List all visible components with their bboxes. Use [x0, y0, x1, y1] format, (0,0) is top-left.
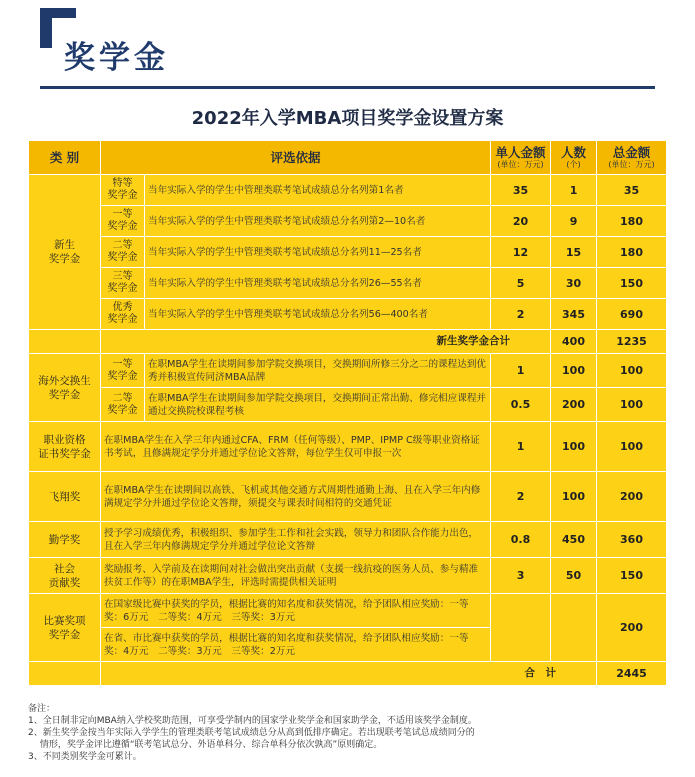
grand-total-label: 合 计 — [101, 662, 597, 686]
table-title: 2022年入学MBA项目奖学金设置方案 — [191, 108, 504, 129]
total-cell: 200 — [597, 472, 667, 522]
table-row — [29, 594, 667, 628]
table-row — [29, 472, 667, 522]
basis-cell: 当年实际入学的学生中管理类联考笔试成绩总分名列11—25名者 — [145, 237, 491, 268]
subtotal-total: 1235 — [597, 330, 667, 354]
freshman-subtotal-row — [29, 330, 667, 354]
total-cell: 35 — [597, 175, 667, 206]
heading-rule — [40, 86, 655, 89]
basis-cell: 在职MBA学生在读期间参加学院交换项目，交换期间所修三分之二的课程达到优秀并积极宣传同济MBA品牌 — [145, 354, 491, 388]
count-cell: 450 — [551, 522, 597, 558]
total-cell: 100 — [597, 388, 667, 422]
subtotal-count: 400 — [551, 330, 597, 354]
basis-cell: 当年实际入学的学生中管理类联考笔试成绩总分名列26—55名者 — [145, 268, 491, 299]
group-flight: 飞翔奖 — [29, 472, 101, 522]
basis-cell: 在国家级比赛中获奖的学员，根据比赛的知名度和获奖情况，给予团队相应奖励：一等奖：6万元 二等奖：4万元 三等奖：3万元 — [101, 594, 491, 628]
amount-cell: 1 — [491, 354, 551, 388]
basis-cell: 授予学习成绩优秀，积极组织、参加学生工作和社会实践，领导力和团队合作能力出色，且在入学三年内修满规定学分并通过学位论文答辩 — [101, 522, 491, 558]
table-row — [29, 299, 667, 330]
total-cell: 690 — [597, 299, 667, 330]
basis-cell: 在职MBA学生在入学三年内通过CFA、FRM（任何等级）、PMP、IPMP C级等职业资格证书考试，且修满规定学分并通过学位论文答辩，每位学生仅可申报一次 — [101, 422, 491, 472]
group-diligence: 勤学奖 — [29, 522, 101, 558]
contest-total: 200 — [597, 594, 667, 662]
table-row — [29, 522, 667, 558]
amount-cell: 12 — [491, 237, 551, 268]
count-cell: 1 — [551, 175, 597, 206]
table-row — [29, 268, 667, 299]
grand-total-row — [29, 662, 667, 686]
sub-category: 优秀 奖学金 — [101, 299, 145, 330]
amount-cell: 3 — [491, 558, 551, 594]
count-cell: 345 — [551, 299, 597, 330]
basis-cell: 当年实际入学的学生中管理类联考笔试成绩总分名列第1名者 — [145, 175, 491, 206]
total-cell: 150 — [597, 558, 667, 594]
basis-cell: 当年实际入学的学生中管理类联考笔试成绩总分名列56—400名者 — [145, 299, 491, 330]
page-heading: 奖学金 — [64, 40, 169, 76]
amount-cell: 35 — [491, 175, 551, 206]
table-row — [29, 354, 667, 388]
scholarship-table — [28, 140, 667, 686]
header-basis: 评选依据 — [101, 141, 491, 175]
table-row — [29, 237, 667, 268]
amount-cell: 20 — [491, 206, 551, 237]
table-row — [29, 558, 667, 594]
header-amount: 单人金额 (单位：万元) — [491, 141, 551, 175]
notes — [28, 703, 678, 763]
subtotal-label: 新生奖学金合计 — [101, 330, 551, 354]
header-row — [29, 141, 667, 175]
corner-mark-top — [40, 8, 76, 18]
count-cell: 15 — [551, 237, 597, 268]
table-row — [29, 206, 667, 237]
total-cell: 360 — [597, 522, 667, 558]
sub-category: 二等 奖学金 — [101, 388, 145, 422]
count-cell: 50 — [551, 558, 597, 594]
sub-category: 三等 奖学金 — [101, 268, 145, 299]
table-row — [29, 388, 667, 422]
note-line: 3、不同类别奖学金可累计。 — [28, 752, 142, 762]
amount-cell: 2 — [491, 299, 551, 330]
count-cell: 9 — [551, 206, 597, 237]
group-social: 社会 贡献奖 — [29, 558, 101, 594]
header-category: 类 别 — [29, 141, 101, 175]
table-row — [29, 175, 667, 206]
total-cell: 150 — [597, 268, 667, 299]
header-total: 总金额 (单位：万元) — [597, 141, 667, 175]
grand-total-value: 2445 — [597, 662, 667, 686]
total-cell: 100 — [597, 354, 667, 388]
count-cell: 30 — [551, 268, 597, 299]
basis-cell: 在职MBA学生在读期间参加学院交换项目，交换期间正常出勤、修完相应课程并通过交换院校课程考核 — [145, 388, 491, 422]
amount-cell: 2 — [491, 472, 551, 522]
group-exchange: 海外交换生 奖学金 — [29, 354, 101, 422]
amount-cell: 1 — [491, 422, 551, 472]
amount-cell: 0.5 — [491, 388, 551, 422]
note-line: 情形，奖学金评比遵循“联考笔试总分、外语单科分、综合单科分依次孰高”原则确定。 — [28, 740, 383, 750]
sub-category: 一等 奖学金 — [101, 206, 145, 237]
amount-cell: 0.8 — [491, 522, 551, 558]
basis-cell: 在职MBA学生在读期间以高铁、飞机或其他交通方式周期性通勤上海、且在入学三年内修满规定学分并通过学位论文答辩，须提交与课表时间相符的交通凭证 — [101, 472, 491, 522]
group-contest: 比赛奖项 奖学金 — [29, 594, 101, 662]
total-cell: 180 — [597, 237, 667, 268]
group-cert: 职业资格 证书奖学金 — [29, 422, 101, 472]
basis-cell: 奖励报考、入学前及在读期间对社会做出突出贡献（支援一线抗疫的医务人员、参与精准扶贫工作等）的在职MBA学生，评选时需提供相关证明 — [101, 558, 491, 594]
sub-category: 一等 奖学金 — [101, 354, 145, 388]
sub-category: 二等 奖学金 — [101, 237, 145, 268]
note-line: 2、新生奖学金按当年实际入学学生的管理类联考笔试成绩总分从高到低排序确定。若出现联考笔试总成绩同分的 — [28, 728, 475, 738]
count-cell: 100 — [551, 422, 597, 472]
total-cell: 180 — [597, 206, 667, 237]
total-cell: 100 — [597, 422, 667, 472]
count-cell: 100 — [551, 472, 597, 522]
note-line: 1、全日制非定向MBA纳入学校奖助范围，可享受学制内的国家学业奖学金和国家助学金，不适用该奖学金制度。 — [28, 716, 477, 726]
sub-category: 特等 奖学金 — [101, 175, 145, 206]
amount-cell: 5 — [491, 268, 551, 299]
basis-cell: 在省、市比赛中获奖的学员，根据比赛的知名度和获奖情况，给予团队相应奖励：一等奖：4万元 二等奖：3万元 三等奖：2万元 — [101, 628, 491, 662]
note-line: 备注： — [28, 704, 56, 714]
group-freshman: 新生 奖学金 — [29, 175, 101, 330]
header-count: 人数 (个) — [551, 141, 597, 175]
count-cell: 200 — [551, 388, 597, 422]
table-row — [29, 422, 667, 472]
count-cell: 100 — [551, 354, 597, 388]
basis-cell: 当年实际入学的学生中管理类联考笔试成绩总分名列第2—10名者 — [145, 206, 491, 237]
